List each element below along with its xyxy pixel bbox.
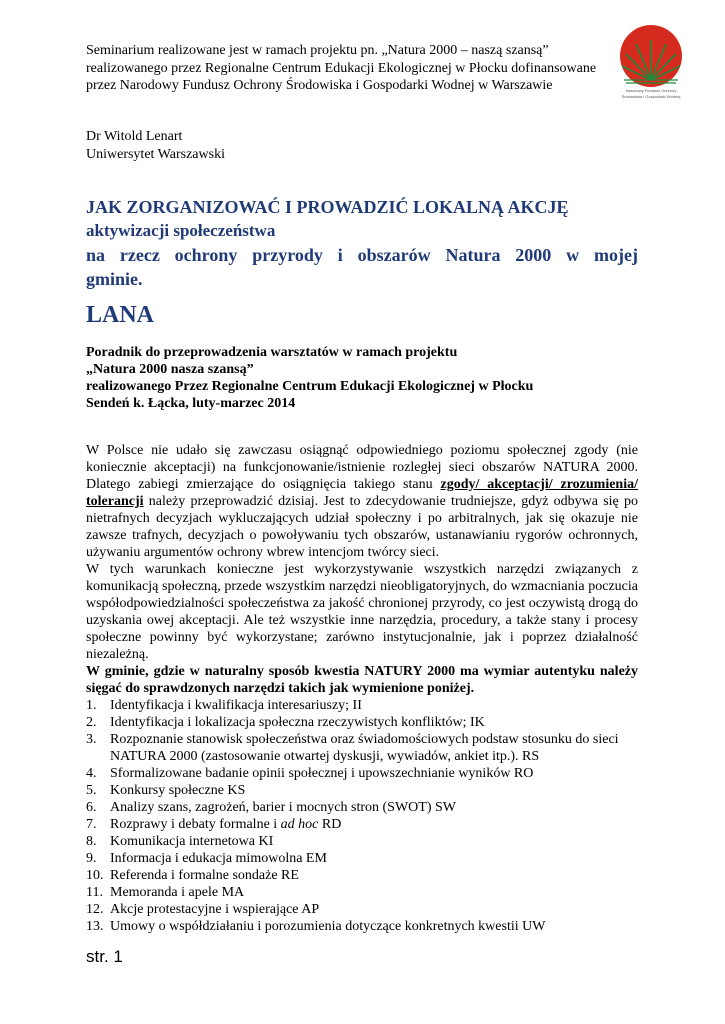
list-item: 9. Informacja i edukacja mimowolna EM xyxy=(86,851,327,866)
paragraph-1-underlined: zgody/ akceptacji/ zrozumienia/ tolerancji xyxy=(86,477,638,509)
logo-text-2: Środowiska i Gospodarki Wodnej xyxy=(621,94,681,99)
guide-subtitle xyxy=(86,344,646,412)
paragraph-1 xyxy=(86,442,638,561)
paragraph-1-text-a: W Polsce nie udało się zawczasu osiągnąć odpowiedniego poziomu społecznej zgody (nie koniecznie akceptacji) na funkcjonowanie/istnienie rozległej sieci obszarów NATURA 2000. Dlatego zabiegi zmierzające do osiągnięcia takiego stanu xyxy=(86,443,638,492)
paragraph-3-bold: W gminie, gdzie w naturalny sposób kwestia NATURY 2000 ma wymiar autentyku należy sięgać do sprawdzonych narzędzi takich jak wymienione poniżej. xyxy=(86,664,638,696)
tools-list xyxy=(86,697,638,935)
list-item: 1. Identyfikacja i kwalifikacja interesariuszy; II xyxy=(86,698,362,713)
list-item: 4. Sformalizowane badanie opinii społecznej i upowszechnianie wyników RO xyxy=(86,766,534,781)
nfosigw-logo xyxy=(614,22,688,102)
title-line-1: JAK ZORGANIZOWAĆ I PROWADZIĆ LOKALNĄ AKCJĘ xyxy=(86,197,569,217)
list-item: 6. Analizy szans, zagrożeń, barier i mocnych stron (SWOT) SW xyxy=(86,800,456,815)
header-line-1: Seminarium realizowane jest w ramach projektu pn. „Natura 2000 – naszą szansą” xyxy=(86,43,549,58)
project-header xyxy=(86,42,626,95)
author-affiliation: Uniwersytet Warszawski xyxy=(86,146,225,162)
subtitle-line-1: Poradnik do przeprowadzenia warsztatów w ramach projektu xyxy=(86,345,458,360)
header-line-2: realizowanego przez Regionalne Centrum Edukacji Ekologicznej w Płocku dofinansowane xyxy=(86,60,597,76)
subtitle-line-2: „Natura 2000 nasza szansą” xyxy=(86,362,254,377)
subtitle-line-3: realizowanego Przez Regionalne Centrum Edukacji Ekologicznej w Płocku xyxy=(86,379,534,394)
list-item: 2. Identyfikacja i lokalizacja społeczna rzeczywistych konfliktów; IK xyxy=(86,715,485,730)
list-item: 12. Akcje protestacyjne i wspierające AP xyxy=(86,902,320,917)
page-number: str. 1 xyxy=(86,947,123,966)
header-line-3: przez Narodowy Fundusz Ochrony Środowiska i Gospodarki Wodnej w Warszawie xyxy=(86,78,553,93)
list-item: 5. Konkursy społeczne KS xyxy=(86,783,246,798)
document-body xyxy=(86,442,638,935)
title-line-2: aktywizacji społeczeństwa xyxy=(86,221,276,240)
lana-heading: LANA xyxy=(86,302,155,328)
logo-text-1: Narodowy Fundusz Ochrony xyxy=(625,88,677,93)
title-line-4: gminie. xyxy=(86,269,143,289)
list-item: 11. Memoranda i apele MA xyxy=(86,885,245,900)
title-line-3: na rzecz ochrony przyrody i obszarów Natura 2000 w mojej xyxy=(86,245,638,265)
list-item: 7. Rozprawy i debaty formalne i ad hoc RD xyxy=(86,817,342,832)
author-block xyxy=(86,128,225,163)
subtitle-line-4: Sendeń k. Łącka, luty-marzec 2014 xyxy=(86,396,296,411)
list-item: 8. Komunikacja internetowa KI xyxy=(86,834,274,849)
list-item: 13. Umowy o współdziałaniu i porozumienia dotyczące konkretnych kwestii UW xyxy=(86,919,546,934)
paragraph-1-text-b: należy przeprowadzić dzisiaj. Jest to zdecydowanie trudniejsze, gdyż odbywa się po nietrafnych decyzjach wykluczających udział społeczny i po arbitralnych, jak się okazuje nie zawsze trafnych, decyzjach o powoływaniu tych obszarów, ustanawianiu rygorów ochronnych, używaniu argumentów ochrony wbrew intencjom twórcy sieci. xyxy=(86,494,638,560)
paragraph-2: W tych warunkach konieczne jest wykorzystywanie wszystkich narzędzi związanych z komunikacją społeczną, przede wszystkim narzędzi nieobligatoryjnych, do wzmacniania poczucia współodpowiedzialności społeczeństwa za jakość chronionej przyrody, co jest oczywistą drogą do uzyskania owej akceptacji. Ale też wszystkie inne narzędzia, procedury, a także stany i procesy społeczne powinny być wykorzystane; zarówno instytucjonalnie, jak i poprzez działalność niezależną. xyxy=(86,562,638,662)
list-item: 10. Referenda i formalne sondaże RE xyxy=(86,868,299,883)
list-item: 3. Rozpoznanie stanowisk społeczeństwa oraz świadomościowych podstaw stosunku do sieci NATURA 2000 (zastosowanie otwartej dyskusji, wywiadów, ankiet itp.). RS xyxy=(86,732,619,764)
document-title xyxy=(86,195,638,291)
author-name: Dr Witold Lenart xyxy=(86,129,183,144)
